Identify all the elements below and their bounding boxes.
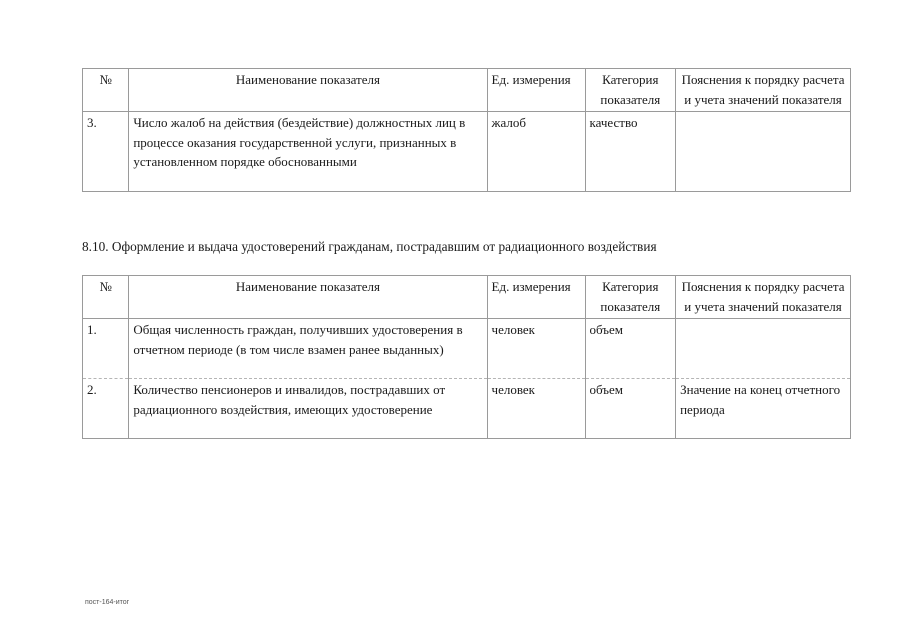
table-row (83, 112, 851, 192)
indicators-table-2 (82, 275, 851, 439)
table-header-row (83, 69, 851, 112)
table-row (83, 379, 851, 439)
header-name: Наименование показателя (129, 276, 487, 319)
row-category: объем (585, 379, 676, 439)
row-name: Общая численность граждан, получивших удостоверения в отчетном периоде (в том числе взамен ранее выданных) (129, 319, 487, 379)
header-unit: Ед. измерения (487, 69, 585, 112)
row-name: Количество пенсионеров и инвалидов, пострадавших от радиационного воздействия, имеющих удостоверение (129, 379, 487, 439)
row-notes (676, 319, 851, 379)
row-notes (676, 112, 851, 192)
footer-file-mark: пост-164-итог (85, 599, 130, 606)
row-num: 2. (83, 379, 129, 439)
header-category: Категория показателя (585, 276, 676, 319)
row-category: объем (585, 319, 676, 379)
table-header-row (83, 276, 851, 319)
row-notes: Значение на конец отчетного периода (676, 379, 851, 439)
indicators-table-1 (82, 68, 851, 192)
row-unit: жалоб (487, 112, 585, 192)
header-category: Категория показателя (585, 69, 676, 112)
table-row (83, 319, 851, 379)
header-name: Наименование показателя (129, 69, 487, 112)
header-num: № (83, 69, 129, 112)
row-num: 1. (83, 319, 129, 379)
row-category: качество (585, 112, 676, 192)
row-unit: человек (487, 319, 585, 379)
header-notes: Пояснения к порядку расчета и учета значений показателя (676, 276, 851, 319)
header-notes: Пояснения к порядку расчета и учета значений показателя (676, 69, 851, 112)
header-unit: Ед. измерения (487, 276, 585, 319)
header-num: № (83, 276, 129, 319)
row-num: 3. (83, 112, 129, 192)
section-heading: 8.10. Оформление и выдача удостоверений гражданам, пострадавшим от радиационного воздействия (82, 239, 657, 254)
row-name: Число жалоб на действия (бездействие) должностных лиц в процессе оказания государственной услуги, признанных в установленном порядке обоснованными (129, 112, 487, 192)
row-unit: человек (487, 379, 585, 439)
